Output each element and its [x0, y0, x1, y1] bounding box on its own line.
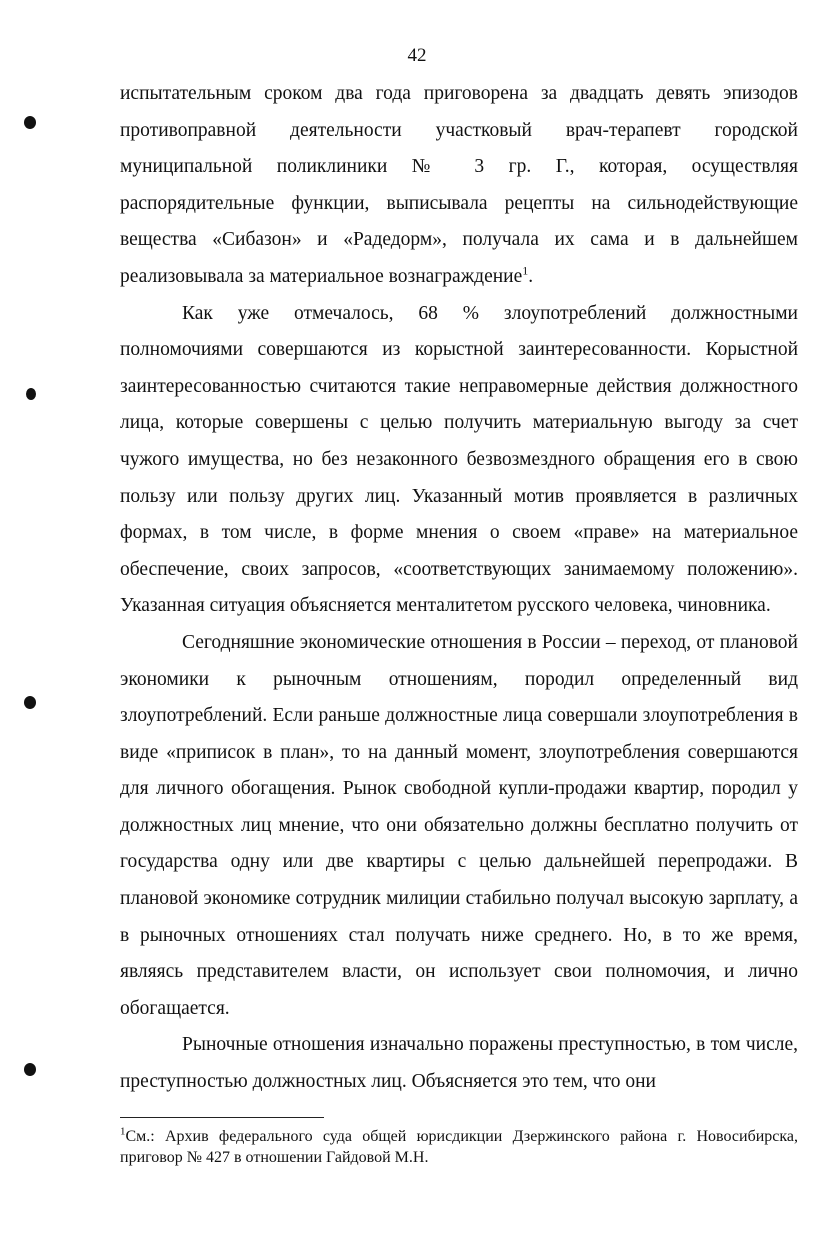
footnote-reference: 1 [522, 263, 529, 278]
paragraph-1-text: испытательным сроком два года приговорена за двадцать девять эпизодов противоправной деятельности участковый врач-терапевт городской муниципальной поликлиники № 3 гр. Г., которая, осуществляя распорядительные функции, выписывала рецепты на сильнодействующие вещества «Сибазон» и «Радедорм», получала их сама и в дальнейшем реализовывала за материальное вознаграждение [120, 83, 798, 287]
footnote [120, 1126, 798, 1168]
body-text [120, 76, 798, 1101]
binding-hole-mark [24, 116, 36, 129]
paragraph-1 [120, 76, 798, 296]
paragraph-3: Сегодняшние экономические отношения в России – переход, от плановой экономики к рыночным отношениям, породил определенный вид злоупотреблений. Если раньше должностные лица совершали злоупотребления в виде «приписок в план», то на данный момент, злоупотребления совершаются для личного обогащения. Рынок свободной купли-продажи квартир, породил у должностных лиц мнение, что они обязательно должны бесплатно получить от государства одну или две квартиры с целью дальнейшей перепродажи. В плановой экономике сотрудник милиции стабильно получал высокую зарплату, а в рыночных отношениях стал получать ниже среднего. Но, в то же время, являясь представителем власти, он использует свои полномочия, и лично обогащается. [120, 631, 798, 1019]
footnote-text: См.: Архив федерального суда общей юрисдикции Дзержинского района г. Новосибирска, приговор № 427 в отношении Гайдовой М.Н. [120, 1128, 798, 1166]
paragraph-2: Как уже отмечалось, 68 % злоупотреблений должностными полномочиями совершаются из корыстной заинтересованности. Корыстной заинтересованностью считаются такие неправомерные действия должностного лица, которые совершены с целью получить материальную выгоду за счет чужого имущества, но без незаконного безвозмездного обращения его в свою пользу или пользу других лиц. Указанный мотив проявляется в различных формах, в том числе, в форме мнения о своем «праве» на материальное обеспечение, своих запросов, «соответствующих занимаемому положению». Указанная ситуация объясняется менталитетом русского человека, чиновника. [120, 302, 798, 617]
paragraph-4: Рыночные отношения изначально поражены преступностью, в том числе, преступностью должностных лиц. Объясняется это тем, что они [120, 1034, 798, 1093]
binding-hole-mark [26, 388, 36, 400]
binding-hole-mark [24, 696, 36, 709]
binding-hole-mark [24, 1063, 36, 1076]
page-number: 42 [407, 45, 427, 66]
footnote-separator [120, 1117, 324, 1118]
paragraph-1-tail: . [528, 265, 534, 287]
footnote-marker: 1 [120, 1125, 126, 1138]
